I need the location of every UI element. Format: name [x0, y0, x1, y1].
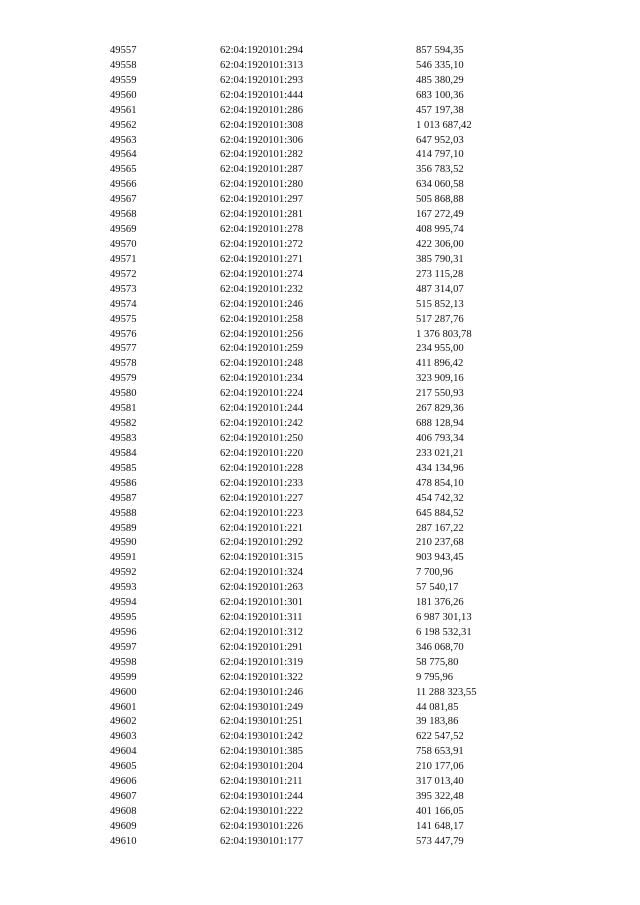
cadastral-number: 62:04:1920101:322 — [220, 671, 303, 683]
cadastral-value: 44 081,85 — [416, 701, 459, 713]
table-row — [0, 462, 576, 477]
cadastral-value: 414 797,10 — [416, 149, 464, 161]
table-row — [0, 253, 576, 268]
table-row — [0, 536, 576, 551]
cadastral-value: 505 868,88 — [416, 194, 464, 206]
cadastral-value: 485 380,29 — [416, 74, 464, 86]
table-row — [0, 447, 576, 462]
cadastral-number: 62:04:1930101:204 — [220, 761, 303, 773]
cadastral-value: 457 197,38 — [416, 104, 464, 116]
cadastral-value: 758 653,91 — [416, 746, 464, 758]
table-row — [0, 74, 576, 89]
table-row — [0, 268, 576, 283]
cadastral-number: 62:04:1920101:274 — [220, 268, 303, 280]
row-number: 49595 — [110, 612, 137, 624]
cadastral-value: 58 775,80 — [416, 656, 459, 668]
table-row — [0, 686, 576, 701]
row-number: 49570 — [110, 238, 137, 250]
row-number: 49571 — [110, 253, 137, 265]
table-row — [0, 656, 576, 671]
cadastral-value: 7 700,96 — [416, 567, 454, 579]
cadastral-number: 62:04:1930101:385 — [220, 746, 303, 758]
table-row — [0, 522, 576, 537]
table-row — [0, 104, 576, 119]
row-number: 49561 — [110, 104, 137, 116]
cadastral-value: 356 783,52 — [416, 164, 464, 176]
table-row — [0, 313, 576, 328]
cadastral-number: 62:04:1920101:263 — [220, 582, 303, 594]
cadastral-number: 62:04:1920101:272 — [220, 238, 303, 250]
cadastral-value: 688 128,94 — [416, 418, 464, 430]
cadastral-number: 62:04:1920101:227 — [220, 492, 303, 504]
cadastral-value: 408 995,74 — [416, 224, 464, 236]
cadastral-number: 62:04:1930101:249 — [220, 701, 303, 713]
table-row — [0, 596, 576, 611]
cadastral-value: 406 793,34 — [416, 432, 464, 444]
cadastral-number: 62:04:1930101:226 — [220, 820, 303, 832]
cadastral-number: 62:04:1930101:222 — [220, 806, 303, 818]
row-number: 49568 — [110, 209, 137, 221]
cadastral-value: 267 829,36 — [416, 403, 464, 415]
row-number: 49566 — [110, 179, 137, 191]
cadastral-number: 62:04:1920101:242 — [220, 418, 303, 430]
cadastral-value: 622 547,52 — [416, 731, 464, 743]
cadastral-value: 234 955,00 — [416, 343, 464, 355]
cadastral-number: 62:04:1920101:259 — [220, 343, 303, 355]
cadastral-value: 634 060,58 — [416, 179, 464, 191]
table-row — [0, 298, 576, 313]
row-number: 49607 — [110, 791, 137, 803]
cadastral-number: 62:04:1920101:312 — [220, 626, 303, 638]
cadastral-number: 62:04:1920101:278 — [220, 224, 303, 236]
cadastral-number: 62:04:1920101:221 — [220, 522, 303, 534]
cadastral-value: 515 852,13 — [416, 298, 464, 310]
cadastral-number: 62:04:1920101:282 — [220, 149, 303, 161]
cadastral-number: 62:04:1920101:292 — [220, 537, 303, 549]
cadastral-number: 62:04:1920101:228 — [220, 462, 303, 474]
cadastral-value: 317 013,40 — [416, 776, 464, 788]
row-number: 49587 — [110, 492, 137, 504]
cadastral-value: 233 021,21 — [416, 447, 464, 459]
table-row — [0, 760, 576, 775]
cadastral-value: 411 896,42 — [416, 358, 464, 370]
cadastral-value: 346 068,70 — [416, 641, 464, 653]
cadastral-value: 385 790,31 — [416, 253, 464, 265]
cadastral-number: 62:04:1920101:293 — [220, 74, 303, 86]
table-row — [0, 342, 576, 357]
cadastral-number: 62:04:1920101:281 — [220, 209, 303, 221]
cadastral-number: 62:04:1920101:444 — [220, 89, 303, 101]
cadastral-number: 62:04:1920101:311 — [220, 612, 303, 624]
row-number: 49594 — [110, 597, 137, 609]
table-row — [0, 671, 576, 686]
table-row — [0, 148, 576, 163]
row-number: 49562 — [110, 119, 137, 131]
cadastral-value: 647 952,03 — [416, 134, 464, 146]
table-row — [0, 432, 576, 447]
row-number: 49574 — [110, 298, 137, 310]
row-number: 49560 — [110, 89, 137, 101]
table-body — [0, 44, 576, 850]
row-number: 49563 — [110, 134, 137, 146]
table-row — [0, 134, 576, 149]
cadastral-value: 1 013 687,42 — [416, 119, 472, 131]
table-row — [0, 492, 576, 507]
row-number: 49600 — [110, 686, 137, 698]
cadastral-value: 11 288 323,55 — [416, 686, 477, 698]
row-number: 49603 — [110, 731, 137, 743]
row-number: 49592 — [110, 567, 137, 579]
cadastral-value: 454 742,32 — [416, 492, 464, 504]
row-number: 49601 — [110, 701, 137, 713]
cadastral-number: 62:04:1920101:306 — [220, 134, 303, 146]
row-number: 49558 — [110, 59, 137, 71]
row-number: 49604 — [110, 746, 137, 758]
row-number: 49585 — [110, 462, 137, 474]
row-number: 49573 — [110, 283, 137, 295]
row-number: 49581 — [110, 403, 137, 415]
row-number: 49605 — [110, 761, 137, 773]
table-row — [0, 805, 576, 820]
cadastral-value-table — [0, 44, 576, 850]
table-row — [0, 193, 576, 208]
cadastral-number: 62:04:1930101:251 — [220, 716, 303, 728]
cadastral-value: 323 909,16 — [416, 373, 464, 385]
row-number: 49597 — [110, 641, 137, 653]
cadastral-number: 62:04:1920101:324 — [220, 567, 303, 579]
row-number: 49608 — [110, 806, 137, 818]
cadastral-value: 1 376 803,78 — [416, 328, 472, 340]
table-row — [0, 835, 576, 850]
cadastral-number: 62:04:1920101:319 — [220, 656, 303, 668]
table-row — [0, 641, 576, 656]
table-row — [0, 163, 576, 178]
row-number: 49606 — [110, 776, 137, 788]
row-number: 49584 — [110, 447, 137, 459]
row-number: 49569 — [110, 224, 137, 236]
table-row — [0, 730, 576, 745]
cadastral-number: 62:04:1920101:233 — [220, 477, 303, 489]
table-row — [0, 820, 576, 835]
table-row — [0, 551, 576, 566]
row-number: 49590 — [110, 537, 137, 549]
cadastral-number: 62:04:1920101:256 — [220, 328, 303, 340]
row-number: 49580 — [110, 388, 137, 400]
row-number: 49575 — [110, 313, 137, 325]
table-row — [0, 223, 576, 238]
table-row — [0, 507, 576, 522]
cadastral-number: 62:04:1920101:223 — [220, 507, 303, 519]
cadastral-value: 903 943,45 — [416, 552, 464, 564]
cadastral-number: 62:04:1920101:308 — [220, 119, 303, 131]
cadastral-value: 39 183,86 — [416, 716, 459, 728]
table-row — [0, 581, 576, 596]
row-number: 49559 — [110, 74, 137, 86]
row-number: 49598 — [110, 656, 137, 668]
cadastral-value: 287 167,22 — [416, 522, 464, 534]
cadastral-number: 62:04:1920101:258 — [220, 313, 303, 325]
cadastral-number: 62:04:1920101:234 — [220, 373, 303, 385]
cadastral-value: 517 287,76 — [416, 313, 464, 325]
table-row — [0, 701, 576, 716]
table-row — [0, 178, 576, 193]
cadastral-number: 62:04:1920101:313 — [220, 59, 303, 71]
row-number: 49610 — [110, 835, 137, 847]
cadastral-value: 141 648,17 — [416, 820, 464, 832]
table-row — [0, 44, 576, 59]
table-row — [0, 745, 576, 760]
cadastral-value: 210 177,06 — [416, 761, 464, 773]
table-row — [0, 402, 576, 417]
cadastral-number: 62:04:1930101:211 — [220, 776, 303, 788]
row-number: 49596 — [110, 626, 137, 638]
cadastral-value: 9 795,96 — [416, 671, 454, 683]
table-row — [0, 775, 576, 790]
table-row — [0, 283, 576, 298]
table-row — [0, 626, 576, 641]
row-number: 49576 — [110, 328, 137, 340]
cadastral-number: 62:04:1920101:271 — [220, 253, 303, 265]
cadastral-value: 645 884,52 — [416, 507, 464, 519]
cadastral-number: 62:04:1920101:301 — [220, 597, 303, 609]
table-row — [0, 238, 576, 253]
table-row — [0, 790, 576, 805]
cadastral-value: 487 314,07 — [416, 283, 464, 295]
row-number: 49609 — [110, 820, 137, 832]
cadastral-number: 62:04:1920101:280 — [220, 179, 303, 191]
cadastral-number: 62:04:1930101:177 — [220, 835, 303, 847]
cadastral-number: 62:04:1920101:315 — [220, 552, 303, 564]
cadastral-value: 683 100,36 — [416, 89, 464, 101]
table-row — [0, 417, 576, 432]
table-row — [0, 328, 576, 343]
cadastral-value: 6 198 532,31 — [416, 626, 472, 638]
row-number: 49565 — [110, 164, 137, 176]
row-number: 49591 — [110, 552, 137, 564]
cadastral-value: 6 987 301,13 — [416, 612, 472, 624]
cadastral-number: 62:04:1920101:291 — [220, 641, 303, 653]
row-number: 49599 — [110, 671, 137, 683]
cadastral-value: 217 550,93 — [416, 388, 464, 400]
row-number: 49586 — [110, 477, 137, 489]
table-row — [0, 611, 576, 626]
row-number: 49593 — [110, 582, 137, 594]
cadastral-value: 434 134,96 — [416, 462, 464, 474]
table-row — [0, 59, 576, 74]
cadastral-value: 401 166,05 — [416, 806, 464, 818]
cadastral-number: 62:04:1920101:286 — [220, 104, 303, 116]
row-number: 49582 — [110, 418, 137, 430]
row-number: 49588 — [110, 507, 137, 519]
cadastral-value: 422 306,00 — [416, 238, 464, 250]
cadastral-value: 167 272,49 — [416, 209, 464, 221]
cadastral-number: 62:04:1920101:232 — [220, 283, 303, 295]
cadastral-value: 395 322,48 — [416, 791, 464, 803]
table-row — [0, 89, 576, 104]
cadastral-value: 181 376,26 — [416, 597, 464, 609]
table-row — [0, 715, 576, 730]
cadastral-number: 62:04:1920101:294 — [220, 45, 303, 56]
row-number: 49578 — [110, 358, 137, 370]
table-row — [0, 208, 576, 223]
table-row — [0, 566, 576, 581]
row-number: 49589 — [110, 522, 137, 534]
cadastral-number: 62:04:1920101:244 — [220, 403, 303, 415]
cadastral-number: 62:04:1920101:297 — [220, 194, 303, 206]
cadastral-number: 62:04:1920101:248 — [220, 358, 303, 370]
table-row — [0, 357, 576, 372]
row-number: 49583 — [110, 432, 137, 444]
table-row — [0, 119, 576, 134]
cadastral-number: 62:04:1930101:244 — [220, 791, 303, 803]
row-number: 49572 — [110, 268, 137, 280]
cadastral-value: 273 115,28 — [416, 268, 464, 280]
row-number: 49567 — [110, 194, 137, 206]
table-row — [0, 372, 576, 387]
cadastral-number: 62:04:1920101:220 — [220, 447, 303, 459]
row-number: 49577 — [110, 343, 137, 355]
cadastral-value: 57 540,17 — [416, 582, 459, 594]
cadastral-value: 546 335,10 — [416, 59, 464, 71]
cadastral-number: 62:04:1930101:242 — [220, 731, 303, 743]
cadastral-number: 62:04:1920101:246 — [220, 298, 303, 310]
cadastral-value: 857 594,35 — [416, 45, 464, 56]
cadastral-value: 478 854,10 — [416, 477, 464, 489]
cadastral-number: 62:04:1920101:224 — [220, 388, 303, 400]
table-row — [0, 387, 576, 402]
row-number: 49557 — [110, 45, 137, 56]
cadastral-value: 210 237,68 — [416, 537, 464, 549]
row-number: 49564 — [110, 149, 137, 161]
row-number: 49579 — [110, 373, 137, 385]
cadastral-number: 62:04:1920101:250 — [220, 432, 303, 444]
cadastral-number: 62:04:1930101:246 — [220, 686, 303, 698]
cadastral-number: 62:04:1920101:287 — [220, 164, 303, 176]
row-number: 49602 — [110, 716, 137, 728]
cadastral-value: 573 447,79 — [416, 835, 464, 847]
table-row — [0, 477, 576, 492]
